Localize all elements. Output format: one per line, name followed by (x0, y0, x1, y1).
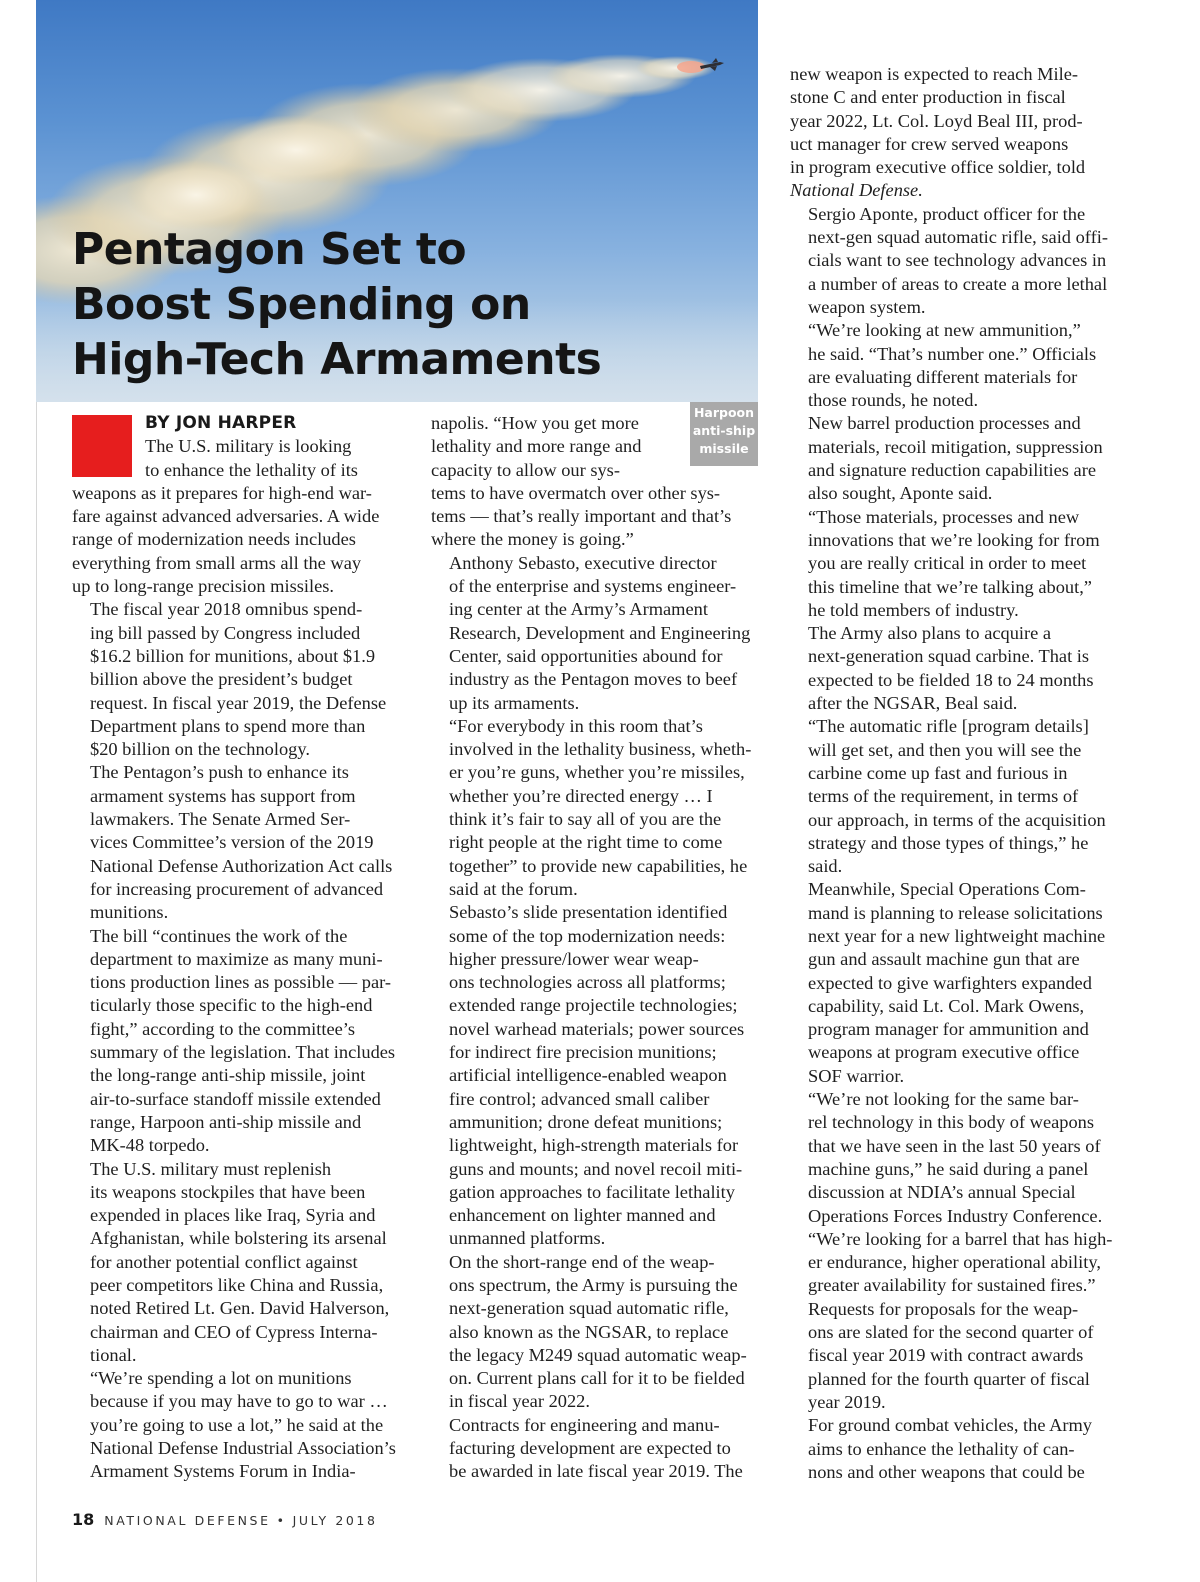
text-line: Sergio Aponte, product officer for the (808, 203, 1086, 224)
text-line: be awarded in late fiscal year 2019. The (449, 1461, 743, 1482)
text-line: whether you’re directed energy … I (449, 785, 713, 806)
text-line: armament systems has support from (90, 785, 356, 806)
article-paragraph (431, 901, 761, 1250)
column-3-body (790, 63, 1120, 1484)
text-line: the legacy M249 squad automatic weap- (449, 1344, 747, 1365)
article-paragraph (790, 203, 1120, 319)
text-line: materials, recoil mitigation, suppression (808, 436, 1103, 457)
issue-date: JULY 2018 (292, 1513, 378, 1528)
text-line: its weapons stockpiles that have been (90, 1181, 366, 1202)
text-line: our approach, in terms of the acquisition (808, 809, 1106, 830)
text-line: “Those materials, processes and new (808, 506, 1080, 527)
text-line: year 2022, Lt. Col. Loyd Beal III, prod- (790, 110, 1083, 131)
article-paragraph (790, 715, 1120, 878)
text-line: together” to provide new capabilities, he (449, 855, 748, 876)
text-line: National Defense. (790, 180, 923, 201)
text-line: fight,” according to the committee’s (90, 1018, 356, 1039)
text-line: said. (808, 856, 843, 877)
text-line: new weapon is expected to reach Mile- (790, 64, 1079, 84)
text-line: request. In fiscal year 2019, the Defense (90, 692, 387, 713)
headline-line: High-Tech Armaments (72, 334, 602, 385)
text-line: because if you may have to go to war … (90, 1391, 388, 1412)
caption-line: missile (699, 441, 749, 456)
byline: BY JON HARPER (145, 413, 297, 433)
text-line: “For everybody in this room that’s (449, 715, 703, 736)
text-line: aims to enhance the lethality of can- (808, 1438, 1075, 1459)
text-line: The U.S. military is looking (145, 436, 352, 457)
text-line: for indirect fire precision munitions; (449, 1042, 717, 1063)
text-line: fiscal year 2019 with contract awards (808, 1345, 1084, 1366)
column-1-body (72, 435, 402, 1483)
text-line: $20 billion on the technology. (90, 739, 310, 760)
text-line: facturing development are expected to (449, 1438, 731, 1459)
text-line: Center, said opportunities abound for (449, 645, 723, 666)
text-line: National Defense Authorization Act calls (90, 855, 393, 876)
text-line: summary of the legislation. That includes (90, 1042, 396, 1063)
text-line: also known as the NGSAR, to replace (449, 1321, 729, 1342)
article-column-2 (431, 412, 761, 1484)
text-line: ons are slated for the second quarter of (808, 1322, 1094, 1343)
text-line: in program executive office soldier, told (790, 157, 1086, 178)
text-line: year 2019. (808, 1391, 886, 1412)
footer-separator: • (276, 1513, 287, 1528)
text-line: next year for a new lightweight machine (808, 925, 1106, 946)
text-line: in fiscal year 2022. (449, 1391, 590, 1412)
text-line: expected to be fielded 18 to 24 months (808, 669, 1094, 690)
text-line: a number of areas to create a more lethal (808, 273, 1108, 294)
text-line: New barrel production processes and (808, 413, 1081, 434)
text-line: range, Harpoon anti-ship missile and (90, 1111, 362, 1132)
text-line: The Army also plans to acquire a (808, 623, 1052, 644)
text-line: discussion at NDIA’s annual Special (808, 1182, 1076, 1203)
text-line: artificial intelligence-enabled weapon (449, 1065, 727, 1086)
text-line: napolis. “How you get more (431, 413, 639, 433)
text-line: tional. (90, 1344, 137, 1365)
text-line: noted Retired Lt. Gen. David Halverson, (90, 1298, 390, 1319)
caption-line: Harpoon (693, 405, 755, 420)
text-line: “We’re not looking for the same bar- (808, 1089, 1079, 1110)
article-paragraph (790, 63, 1120, 203)
text-line: for another potential conflict against (90, 1251, 358, 1272)
text-line: terms of the requirement, in terms of (808, 786, 1079, 807)
text-line: planned for the fourth quarter of fiscal (808, 1368, 1090, 1389)
page-number: 18 (72, 1510, 95, 1529)
article-paragraph (790, 319, 1120, 412)
article-paragraph (72, 1367, 402, 1483)
article-paragraph (790, 1414, 1120, 1484)
text-line: next-generation squad carbine. That is (808, 646, 1090, 667)
article-paragraph (790, 412, 1120, 505)
text-line: er you’re guns, whether you’re missiles, (449, 762, 745, 783)
article-paragraph (72, 1158, 402, 1368)
text-line: gun and assault machine gun that are (808, 949, 1080, 970)
text-line: tems to have overmatch over other sys- (431, 482, 721, 503)
text-line: SOF warrior. (808, 1065, 905, 1086)
article-paragraph (790, 622, 1120, 715)
text-line: will get set, and then you will see the (808, 739, 1082, 760)
text-line: chairman and CEO of Cypress Interna- (90, 1321, 378, 1342)
text-line: expended in places like Iraq, Syria and (90, 1205, 376, 1226)
text-line: that we have seen in the last 50 years of (808, 1135, 1101, 1156)
text-line: weapons as it prepares for high-end war- (72, 482, 372, 503)
text-line: tems — that’s really important and that’s (431, 506, 732, 527)
article-paragraph (431, 1414, 761, 1484)
text-line: billion above the president’s budget (90, 669, 353, 690)
text-line: and signature reduction capabilities are (808, 460, 1097, 481)
text-line: fare against advanced adversaries. A wide (72, 506, 380, 527)
text-line: lightweight, high-strength materials for (449, 1135, 739, 1156)
text-line: Research, Development and Engineering (449, 622, 751, 643)
text-line: fire control; advanced small caliber (449, 1088, 710, 1109)
text-line: ing bill passed by Congress included (90, 622, 361, 643)
text-line: ammunition; drone defeat munitions; (449, 1111, 723, 1132)
text-line: Operations Forces Industry Conference. (808, 1205, 1103, 1226)
article-paragraph (72, 435, 402, 598)
headline-line: Pentagon Set to (72, 224, 467, 275)
article-paragraph (790, 878, 1120, 1088)
text-line: “We’re looking for a barrel that has high- (808, 1228, 1113, 1249)
text-line: weapons at program executive office (808, 1042, 1080, 1063)
text-line: cials want to see technology advances in (808, 250, 1107, 271)
text-line: Meanwhile, Special Operations Com- (808, 879, 1086, 900)
text-line: machine guns,” he said during a panel (808, 1158, 1089, 1179)
text-line: ing center at the Army’s Armament (449, 599, 708, 620)
text-line: The fiscal year 2018 omnibus spend- (90, 599, 363, 620)
article-paragraph (431, 552, 761, 715)
text-line: For ground combat vehicles, the Army (808, 1415, 1092, 1436)
text-line: “We’re spending a lot on munitions (90, 1368, 352, 1389)
text-line: Anthony Sebasto, executive director (449, 552, 717, 573)
text-line: Sebasto’s slide presentation identified (449, 902, 728, 923)
text-line: also sought, Aponte said. (808, 483, 993, 504)
text-line: the long-range anti-ship missile, joint (90, 1065, 366, 1086)
text-line: nons and other weapons that could be (808, 1461, 1085, 1482)
text-line: you are really critical in order to meet (808, 553, 1087, 574)
text-line: up to long-range precision missiles. (72, 576, 335, 597)
text-line: next-gen squad automatic rifle, said offi- (808, 227, 1108, 248)
headline-line: Boost Spending on (72, 279, 531, 330)
text-line: MK-48 torpedo. (90, 1135, 210, 1156)
text-line: er endurance, higher operational ability, (808, 1252, 1101, 1273)
text-line: are evaluating different materials for (808, 366, 1078, 387)
text-line: munitions. (90, 902, 169, 923)
text-line: to enhance the lethality of its (145, 459, 358, 480)
article-column-1 (72, 412, 402, 1484)
text-line: On the short-range end of the weap- (449, 1251, 715, 1272)
text-line: right people at the right time to come (449, 832, 723, 853)
text-line: after the NGSAR, Beal said. (808, 693, 1018, 714)
text-line: enhancement on lighter manned and (449, 1205, 716, 1226)
text-line: program manager for ammunition and (808, 1019, 1089, 1040)
text-line: where the money is going.” (431, 529, 634, 550)
text-line: “We’re looking at new ammunition,” (808, 320, 1081, 341)
text-line: involved in the lethality business, wheth- (449, 739, 752, 760)
text-line: those rounds, he noted. (808, 390, 979, 411)
text-line: rel technology in this body of weapons (808, 1112, 1095, 1133)
text-line: some of the top modernization needs: (449, 925, 726, 946)
text-line: higher pressure/lower wear weap- (449, 948, 699, 969)
text-line: unmanned platforms. (449, 1228, 606, 1249)
text-line: guns and mounts; and novel recoil miti- (449, 1158, 743, 1179)
text-line: think it’s fair to say all of you are the (449, 809, 722, 830)
text-line: air-to-surface standoff missile extended (90, 1088, 381, 1109)
text-line: carbine come up fast and furious in (808, 762, 1068, 783)
article-paragraph (431, 715, 761, 901)
hero-photo-missile-launch (36, 0, 758, 402)
article-paragraph (72, 925, 402, 1158)
text-line: everything from small arms all the way (72, 552, 362, 573)
text-line: this timeline that we’re talking about,” (808, 576, 1092, 597)
text-line: strategy and those types of things,” he (808, 832, 1089, 853)
text-line: industry as the Pentagon moves to beef (449, 669, 738, 690)
text-line: ons technologies across all platforms; (449, 972, 726, 993)
text-line: range of modernization needs includes (72, 529, 356, 550)
text-line: he said. “That’s number one.” Officials (808, 343, 1097, 364)
text-line: Afghanistan, while bolstering its arsenal (90, 1228, 387, 1249)
text-line: extended range projectile technologies; (449, 995, 738, 1016)
text-line: greater availability for sustained fires.” (808, 1275, 1096, 1296)
text-line: on. Current plans call for it to be fielded (449, 1368, 745, 1389)
page-footer (72, 1510, 378, 1529)
text-line: he told members of industry. (808, 599, 1019, 620)
text-line: you’re going to use a lot,” he said at the (90, 1414, 384, 1435)
text-line: $16.2 billion for munitions, about $1.9 (90, 645, 376, 666)
text-line: uct manager for crew served weapons (790, 133, 1069, 154)
text-line: The Pentagon’s push to enhance its (90, 762, 349, 783)
article-paragraph (431, 412, 761, 552)
text-line: Contracts for engineering and manu- (449, 1414, 720, 1435)
text-line: for increasing procurement of advanced (90, 878, 384, 899)
text-line: ons spectrum, the Army is pursuing the (449, 1274, 738, 1295)
article-headline (72, 222, 601, 387)
text-line: innovations that we’re looking for from (808, 529, 1100, 550)
text-line: department to maximize as many muni- (90, 948, 383, 969)
text-line: vices Committee’s version of the 2019 (90, 832, 374, 853)
text-line: said at the forum. (449, 878, 578, 899)
text-line: peer competitors like China and Russia, (90, 1274, 384, 1295)
text-line: expected to give warfighters expanded (808, 972, 1092, 993)
text-line: Armament Systems Forum in India- (90, 1461, 356, 1482)
article-paragraph (72, 761, 402, 924)
text-line: up its armaments. (449, 692, 580, 713)
article-paragraph (431, 1251, 761, 1414)
article-paragraph (790, 1088, 1120, 1298)
text-line: The U.S. military must replenish (90, 1158, 332, 1179)
text-line: lawmakers. The Senate Armed Ser- (90, 809, 351, 830)
publication-name: NATIONAL DEFENSE (104, 1513, 271, 1528)
text-line: mand is planning to release solicitations (808, 902, 1103, 923)
caption-line: anti-ship (692, 423, 756, 438)
column-2-body (431, 412, 761, 1484)
text-line: The bill “continues the work of the (90, 925, 348, 946)
article-column-3 (790, 63, 1120, 1484)
text-line: capacity to allow our sys- (431, 459, 620, 480)
text-line: weapon system. (808, 296, 926, 317)
article-paragraph (72, 598, 402, 761)
text-line: lethality and more range and (431, 436, 642, 457)
text-line: “The automatic rifle [program details] (808, 716, 1089, 737)
text-line: of the enterprise and systems engineer- (449, 576, 737, 597)
text-line: gation approaches to facilitate lethality (449, 1181, 735, 1202)
text-line: tions production lines as possible — par- (90, 972, 391, 993)
text-line: ticularly those specific to the high-end (90, 995, 373, 1016)
text-line: Department plans to spend more than (90, 715, 366, 736)
text-line: Requests for proposals for the weap- (808, 1298, 1079, 1319)
text-line: stone C and enter production in fiscal (790, 87, 1066, 108)
text-line: novel warhead materials; power sources (449, 1018, 745, 1039)
article-paragraph (790, 506, 1120, 622)
text-line: capability, said Lt. Col. Mark Owens, (808, 995, 1085, 1016)
text-line: next-generation squad automatic rifle, (449, 1298, 729, 1319)
text-line: National Defense Industrial Association’s (90, 1438, 396, 1459)
article-paragraph (790, 1298, 1120, 1414)
